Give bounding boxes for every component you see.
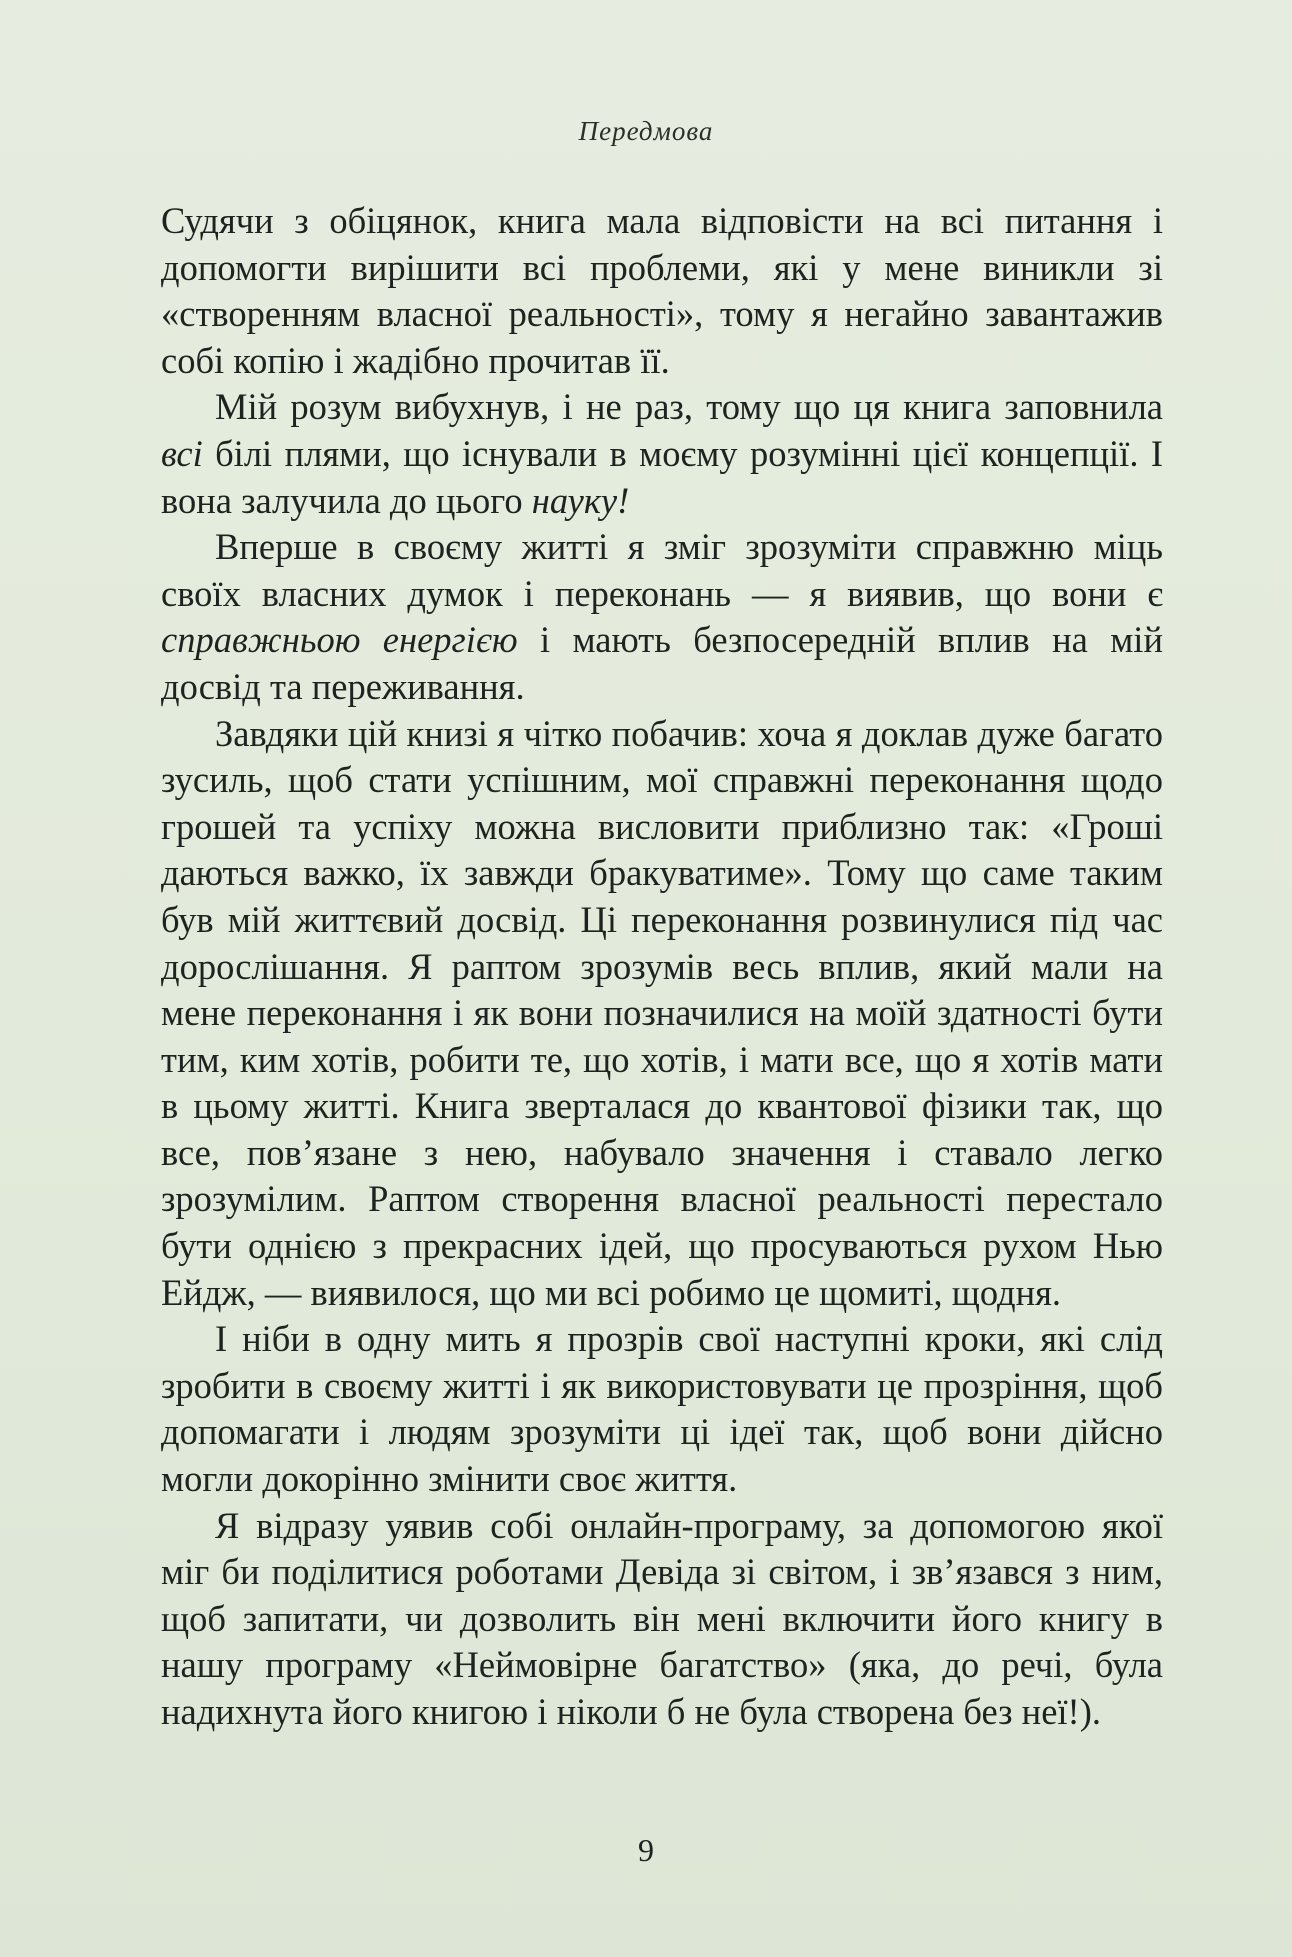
emphasis-text: науку! bbox=[531, 479, 630, 521]
paragraph-6 bbox=[161, 1503, 1163, 1736]
main-text bbox=[161, 198, 1163, 1736]
paragraph-3 bbox=[161, 524, 1163, 710]
paragraph-5 bbox=[161, 1316, 1163, 1502]
emphasis-text: справжньою енергією bbox=[161, 619, 518, 661]
text-run: білі плями, що існували в моєму розумінні цієї концепції. І вона залучила до цього bbox=[161, 432, 1163, 521]
running-title: Передмова bbox=[578, 116, 714, 146]
text-run: Я відразу уявив собі онлайн-програму, за допомогою якої міг би поділитися роботами Девіда зі світом, і зв’язався з ним, щоб запитати, чи дозволить він мені включити його книгу в нашу програму «Неймовірне багатство» (яка, до речі, була надихнута його книгою і ніколи б не була створена без неї!). bbox=[161, 1504, 1163, 1732]
page-number: 9 bbox=[638, 1832, 654, 1868]
text-run: Судячи з обіцянок, книга мала відповісти на всі питання і допомогти вирішити всі проблеми, які у мене виникли зі «створенням власної реальності», тому я негайно завантажив собі копію і жадібно прочитав її. bbox=[161, 200, 1163, 381]
paragraph-1 bbox=[161, 198, 1163, 384]
text-run: І ніби в одну мить я прозрів свої наступні кроки, які слід зробити в своєму житті і як використовувати це прозріння, щоб допомагати і людям зрозуміти ці ідеї так, щоб вони дійсно могли докорінно змінити своє життя. bbox=[161, 1318, 1163, 1500]
paragraph-4 bbox=[161, 711, 1163, 1317]
text-run: і мають безпосередній вплив на мій досвід та переживання. bbox=[161, 619, 1163, 707]
text-run: Вперше в своєму житті я зміг зрозуміти справжню міць своїх власних думок і переконань — я виявив, що вони є bbox=[161, 526, 1163, 614]
emphasis-text: всі bbox=[161, 432, 203, 474]
text-run: Мій розум вибухнув, і не раз, тому що ця книга заповнила bbox=[215, 386, 1163, 428]
text-run: Завдяки цій книзі я чітко побачив: хоча я доклав дуже багато зусиль, щоб стати успішним, мої справжні переконання щодо грошей та успіху можна висловити приблизно так: «Гроші даються важко, їх завжди бракуватиме». Тому що саме таким був мій життєвий досвід. Ці переконання розвинулися під час дорослішання. Я раптом зрозумів весь вплив, який мали на мене переконання і як вони позначилися на моїй здатності бути тим, ким хотів, робити те, що хотів, і мати все, що я хотів мати в цьому житті. Книга зверталася до квантової фізики так, що все, пов’язане з нею, набувало значення і ставало легко зрозумілим. Раптом створення власної реальності перестало бути однією з прекрасних ідей, що просуваються рухом Нью Ейдж, — виявилося, що ми всі робимо це щомиті, щодня. bbox=[161, 712, 1163, 1313]
paragraph-2 bbox=[161, 384, 1163, 524]
